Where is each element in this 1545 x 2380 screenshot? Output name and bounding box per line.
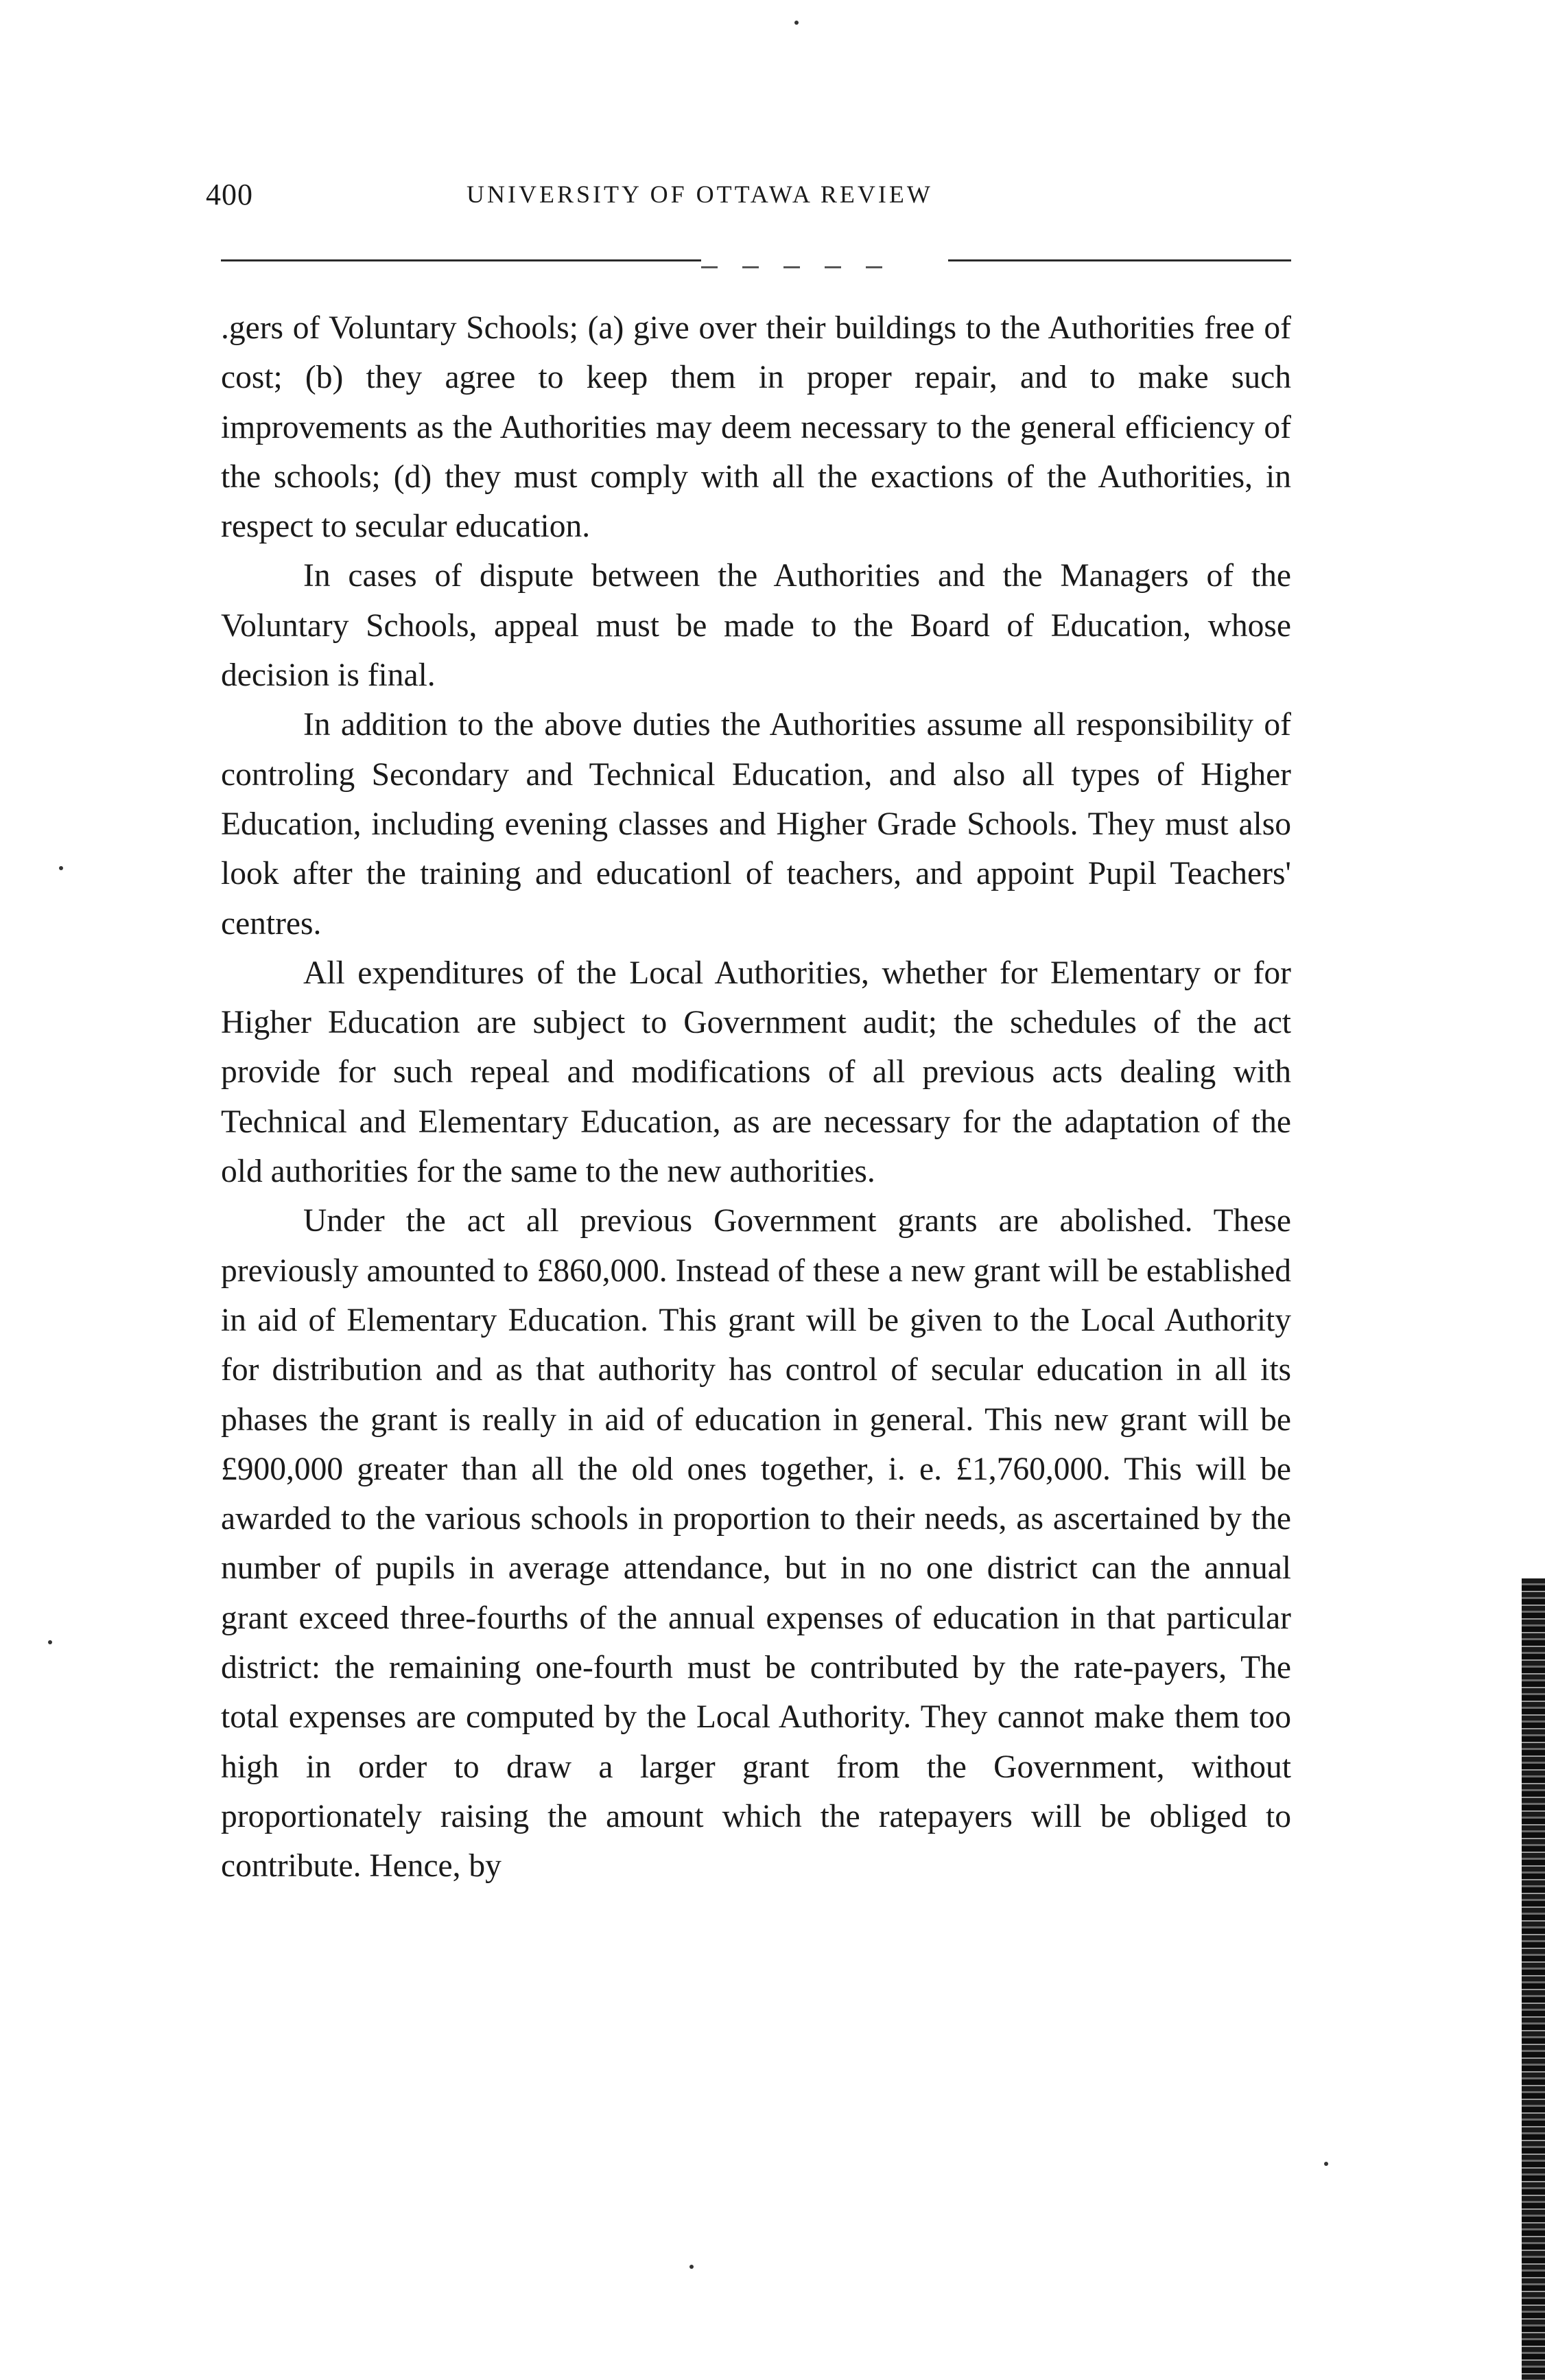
paragraph-3: In addition to the above duties the Authorities assume all responsibility of controling Secondary and Technical Education, and also all types of Higher Education, including evening classes and Higher Grade Schools. They must also look after the training and educationl of teachers, and appoint Pupil Teachers' centres. (221, 707, 1291, 942)
paragraph-1: .gers of Voluntary Schools; (a) give over their buildings to the Authorities free of cost; (b) they agree to keep them in proper repair, and to make such improvements as the Authorities may deem necessary to the general efficiency of the schools; (d) they must comply with all the exactions of the Authorities, in respect to secular education. (221, 310, 1291, 545)
scan-speck (59, 866, 63, 870)
header-rule (221, 259, 1291, 261)
scan-speck (1324, 2162, 1328, 2166)
body-text (221, 303, 1291, 1891)
scan-speck (794, 21, 799, 25)
paragraph-4: All expenditures of the Local Authorities, whether for Elementary or for Higher Education are subject to Government audit; the schedules of the act provide for such repeal and modifications of all previous acts dealing with Technical and Elementary Education, as are necessary for the adaptation of the old authorities for the same to the new authorities. (221, 955, 1291, 1190)
running-title: UNIVERSITY OF OTTAWA REVIEW (467, 180, 933, 208)
scan-speck (689, 2265, 694, 2269)
page-number: 400 (206, 178, 253, 211)
scan-edge-artifact (1522, 1578, 1545, 2380)
paragraph-2: In cases of dispute between the Authorities and the Managers of the Voluntary Schools, appeal must be made to the Board of Education, whose decision is final. (221, 558, 1291, 694)
paragraph-5: Under the act all previous Government grants are abolished. These previously amounted to £860,000. Instead of these a new grant will be established in aid of Elementary Education. This grant will be given to the Local Authority for distribution and as that authority has control of secular education in all its phases the grant is really in aid of education in general. This new grant will be £900,000 greater than all the old ones together, i. e. £1,760,000. This will be awarded to the various schools in proportion to their needs, as ascertained by the number of pupils in average attendance, but in no one district can the annual grant exceed three-fourths of the annual expenses of education in that particular district: the remaining one-fourth must be contributed by the rate-payers, The total expenses are computed by the Local Authority. They cannot make them too high in order to draw a larger grant from the Government, without proportionately raising the amount which the ratepayers will be obliged to contribute. Hence, by (221, 1203, 1291, 1885)
header-rule-gap (701, 259, 948, 261)
scan-speck (48, 1640, 52, 1644)
